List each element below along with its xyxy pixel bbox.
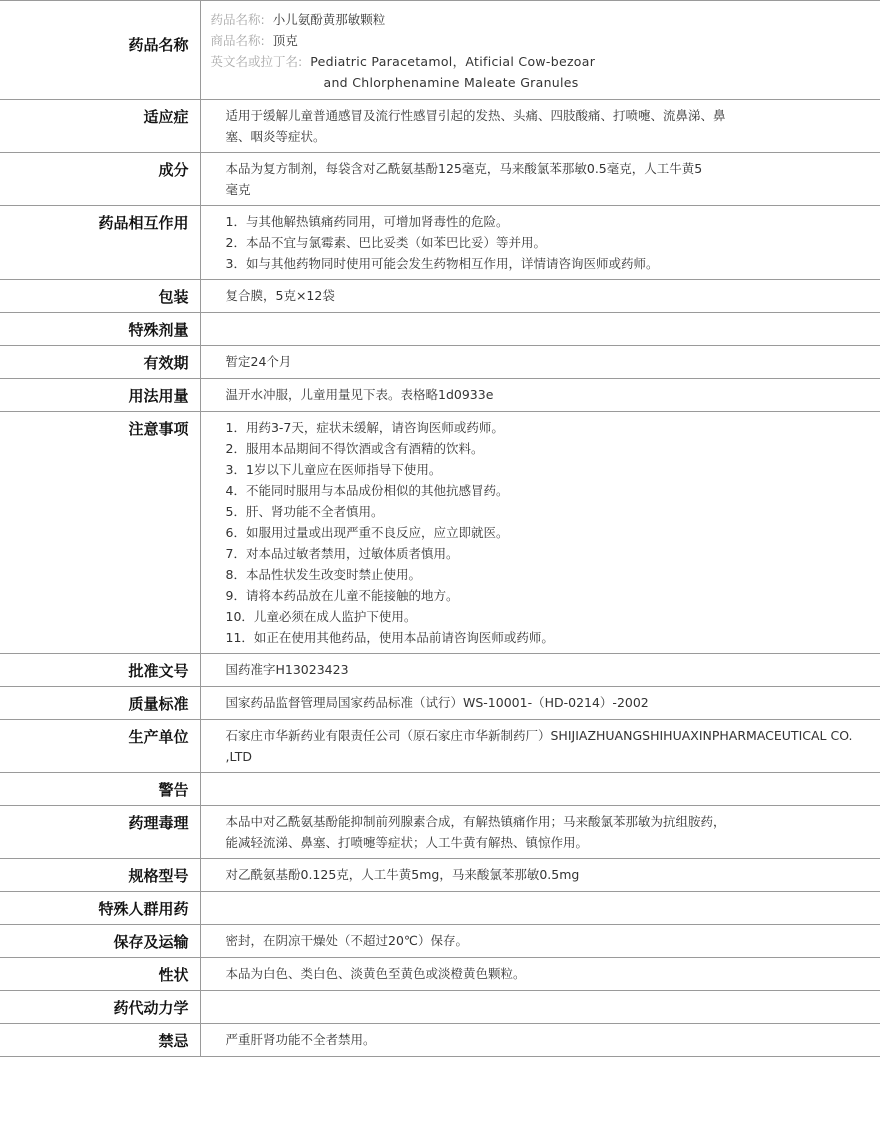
row-contraindications xyxy=(0,1024,880,1057)
manufacturer-line: ,LTD xyxy=(225,749,252,764)
row-indications xyxy=(0,100,880,153)
english-name-line2: and Chlorphenamine Maleate Granules xyxy=(323,75,579,90)
quality-standard-value: 国家药品监督管理局国家药品标准（试行）WS-10001-（HD-0214）-2002 xyxy=(225,695,649,710)
manufacturer-line: 石家庄市华新药业有限责任公司（原石家庄市华新制药厂）SHIJIAZHUANGSHIHUAXINPHARMACEUTICAL CO. xyxy=(225,728,853,743)
ingredients-line: 毫克 xyxy=(225,182,251,197)
generic-name-row xyxy=(211,9,880,30)
row-storage xyxy=(0,925,880,958)
special-population-value xyxy=(200,892,880,925)
field-label: 特殊剂量 xyxy=(0,313,200,346)
usage-value: 温开水冲服，儿童用量见下表。表格略1d0933e xyxy=(225,387,494,402)
field-label: 药代动力学 xyxy=(0,991,200,1024)
storage-value: 密封，在阴凉干燥处（不超过20℃）保存。 xyxy=(225,933,468,948)
field-label: 性状 xyxy=(0,958,200,991)
row-approval-number xyxy=(0,654,880,687)
appearance-value: 本品为白色、类白色、淡黄色至黄色或淡橙黄色颗粒。 xyxy=(225,966,526,981)
row-appearance xyxy=(0,958,880,991)
precaution-item: 4．不能同时服用与本品成份相似的其他抗感冒药。 xyxy=(225,483,509,498)
row-product-name xyxy=(0,1,880,100)
row-interactions xyxy=(0,206,880,280)
approval-number-value: 国药准字H13023423 xyxy=(225,662,349,677)
english-name-label: 英文名或拉丁名: xyxy=(210,54,303,69)
manufacturer-value xyxy=(200,720,880,773)
field-label: 禁忌 xyxy=(0,1024,200,1057)
field-label: 药理毒理 xyxy=(0,806,200,859)
interactions-item: 2．本品不宜与氯霉素、巴比妥类（如苯巴比妥）等并用。 xyxy=(225,235,546,250)
field-label: 注意事项 xyxy=(0,412,200,654)
pharmacokinetics-value xyxy=(200,991,880,1024)
row-warning xyxy=(0,773,880,806)
validity-value: 暂定24个月 xyxy=(225,354,292,369)
precaution-item: 9．请将本药品放在儿童不能接触的地方。 xyxy=(225,588,459,603)
product-name-block xyxy=(200,1,880,100)
warning-value xyxy=(200,773,880,806)
specification-value: 对乙酰氨基酚0.125克，人工牛黄5mg，马来酸氯苯那敏0.5mg xyxy=(225,867,580,882)
field-label: 保存及运输 xyxy=(0,925,200,958)
row-validity xyxy=(0,346,880,379)
row-pharmacology xyxy=(0,806,880,859)
row-manufacturer xyxy=(0,720,880,773)
precaution-item: 10．儿童必须在成人监护下使用。 xyxy=(225,609,417,624)
trade-name-row xyxy=(211,30,880,51)
field-label: 特殊人群用药 xyxy=(0,892,200,925)
contraindications-value: 严重肝肾功能不全者禁用。 xyxy=(225,1032,376,1047)
pharmacology-value xyxy=(200,806,880,859)
row-special-dosage xyxy=(0,313,880,346)
indications-line: 适用于缓解儿童普通感冒及流行性感冒引起的发热、头痛、四肢酸痛、打喷嚏、流鼻涕、鼻 xyxy=(225,108,726,123)
field-label: 用法用量 xyxy=(0,379,200,412)
indications-value xyxy=(200,100,880,153)
precaution-item: 11．如正在使用其他药品，使用本品前请咨询医师或药师。 xyxy=(225,630,554,645)
precaution-item: 8．本品性状发生改变时禁止使用。 xyxy=(225,567,421,582)
row-packaging xyxy=(0,280,880,313)
field-label: 成分 xyxy=(0,153,200,206)
field-label: 药品相互作用 xyxy=(0,206,200,280)
row-specification xyxy=(0,859,880,892)
special-dosage-value xyxy=(200,313,880,346)
field-label: 药品名称 xyxy=(0,1,200,100)
field-label: 规格型号 xyxy=(0,859,200,892)
trade-name-value: 顶克 xyxy=(272,33,298,48)
interactions-item: 1．与其他解热镇痛药同用，可增加肾毒性的危险。 xyxy=(225,214,509,229)
interactions-value xyxy=(200,206,880,280)
pharmacology-line: 能减轻流涕、鼻塞、打喷嚏等症状；人工牛黄有解热、镇惊作用。 xyxy=(225,835,589,850)
packaging-value: 复合膜，5克×12袋 xyxy=(225,288,335,303)
precaution-item: 3．1岁以下儿童应在医师指导下使用。 xyxy=(225,462,442,477)
ingredients-line: 本品为复方制剂，每袋含对乙酰氨基酚125毫克，马来酸氯苯那敏0.5毫克，人工牛黄5 xyxy=(225,161,703,176)
trade-name-label: 商品名称: xyxy=(210,33,265,48)
row-special-population xyxy=(0,892,880,925)
generic-name-label: 药品名称: xyxy=(210,12,265,27)
precautions-value xyxy=(200,412,880,654)
row-precautions xyxy=(0,412,880,654)
precaution-item: 6．如服用过量或出现严重不良反应，应立即就医。 xyxy=(225,525,509,540)
pharmacology-line: 本品中对乙酰氨基酚能抑制前列腺素合成，有解热镇痛作用；马来酸氯苯那敏为抗组胺药， xyxy=(225,814,726,829)
row-ingredients xyxy=(0,153,880,206)
field-label: 有效期 xyxy=(0,346,200,379)
english-name-line1: Pediatric Paracetamol，Atificial Cow-bezoar xyxy=(310,54,596,69)
field-label: 警告 xyxy=(0,773,200,806)
indications-line: 塞、咽炎等症状。 xyxy=(225,129,326,144)
field-label: 批准文号 xyxy=(0,654,200,687)
precaution-item: 1．用药3-7天，症状未缓解，请咨询医师或药师。 xyxy=(225,420,504,435)
ingredients-value xyxy=(200,153,880,206)
field-label: 质量标准 xyxy=(0,687,200,720)
precaution-item: 5．肝、肾功能不全者慎用。 xyxy=(225,504,384,519)
generic-name-value: 小儿氨酚黄那敏颗粒 xyxy=(272,12,386,27)
field-label: 包装 xyxy=(0,280,200,313)
interactions-item: 3．如与其他药物同时使用可能会发生药物相互作用，详情请咨询医师或药师。 xyxy=(225,256,659,271)
row-quality-standard xyxy=(0,687,880,720)
precaution-item: 2．服用本品期间不得饮酒或含有酒精的饮料。 xyxy=(225,441,484,456)
row-pharmacokinetics xyxy=(0,991,880,1024)
row-usage xyxy=(0,379,880,412)
field-label: 适应症 xyxy=(0,100,200,153)
precaution-item: 7．对本品过敏者禁用，过敏体质者慎用。 xyxy=(225,546,459,561)
english-name-row xyxy=(211,51,880,72)
field-label: 生产单位 xyxy=(0,720,200,773)
